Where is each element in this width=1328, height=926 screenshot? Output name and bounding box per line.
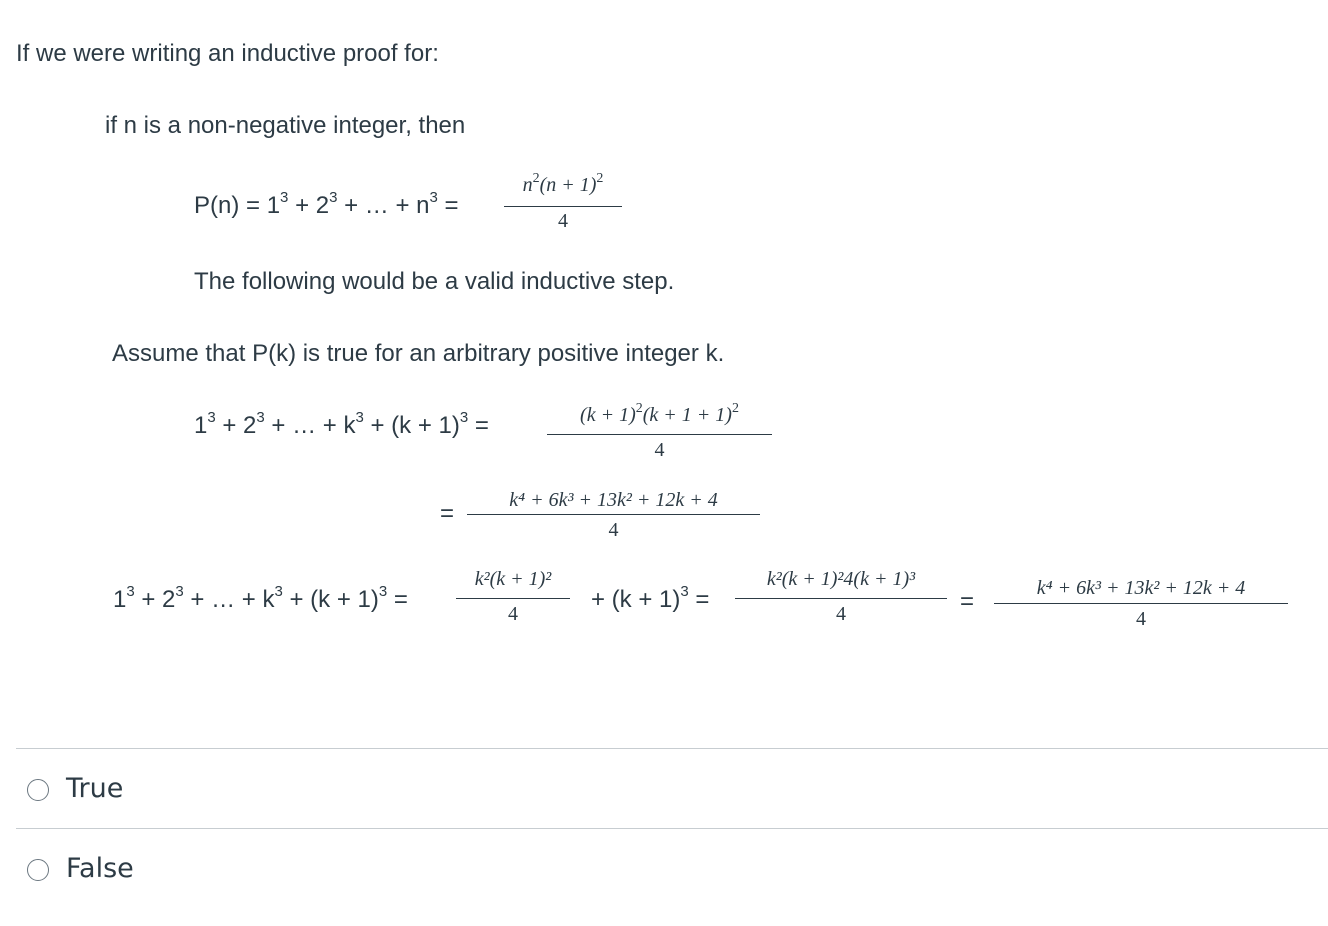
step2-fraction: k⁴ + 6k³ + 13k² + 12k + 4 4 (467, 486, 760, 542)
step3-equals: = (960, 588, 975, 615)
step3-lhs: $1^3 + 2^3$ + … + $k^3 + (k + 1)^3$ = (113, 583, 408, 613)
step3-fraction-2: k²(k + 1)²4(k + 1)³ 4 (735, 564, 947, 626)
divider (16, 828, 1328, 829)
step2-equals: = (440, 500, 455, 527)
step1-lhs: $1^3 + 2^3$ + … + $k^3 + (k + 1)^3$ = (194, 409, 489, 439)
radio-button-false[interactable] (27, 859, 49, 881)
step3-fraction-3: k⁴ + 6k³ + 13k² + 12k + 4 4 (994, 573, 1288, 635)
question-intro: If we were writing an inductive proof for: (16, 40, 439, 67)
radio-button-true[interactable] (27, 779, 49, 801)
step1-fraction: $(k + 1)^2(k + 1 + 1)^2$ 4 (547, 398, 772, 462)
assume-text: Assume that P(k) is true for an arbitrary positive integer k. (112, 340, 725, 367)
option-label-true[interactable]: True (66, 773, 124, 804)
claim-text: The following would be a valid inductive step. (194, 268, 675, 295)
step3-fraction-1: k²(k + 1)² 4 (456, 564, 570, 626)
condition-text: if n is a non-negative integer, then (105, 112, 466, 139)
option-label-false[interactable]: False (66, 853, 134, 884)
divider (16, 748, 1328, 749)
pn-formula-lhs: $P(n) = 1^3 + 2^3$ + … + $n^3$ = (194, 189, 459, 219)
pn-fraction: $n^2(n + 1)^2$ 4 (504, 172, 622, 234)
step3-middle-term: + $(k + 1)^3$ = (591, 583, 710, 613)
